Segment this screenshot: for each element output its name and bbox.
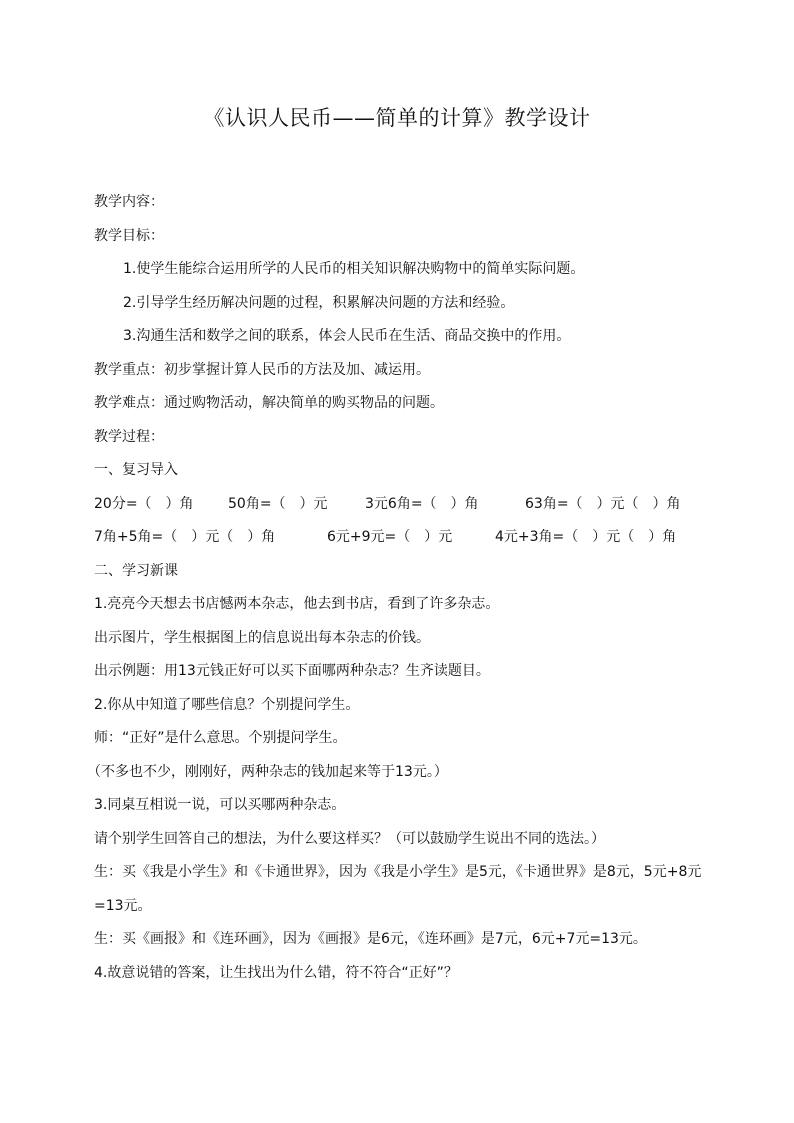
paragraph: 生：买《画报》和《连环画》，因为《画报》是6元，《连环画》是7元，6元+7元=13元。 — [94, 931, 647, 947]
goal-item-3: 3.沟通生活和数学之间的联系，体会人民币在生活、商品交换中的作用。 — [123, 328, 571, 344]
paragraph: 出示例题：用13元钱正好可以买下面哪两种杂志？生齐读题目。 — [94, 663, 490, 679]
section-heading-review: 一、复习导入 — [94, 462, 178, 478]
paragraph: 师：“正好”是什么意思。个别提问学生。 — [94, 730, 347, 746]
review-exercise-row-1 — [94, 488, 714, 522]
section-heading-new-lesson: 二、学习新课 — [94, 562, 178, 579]
paragraph: 出示图片，学生根据图上的信息说出每本杂志的价钱。 — [94, 629, 430, 646]
teaching-content-label: 教学内容： — [94, 194, 164, 210]
difficulty-line: 教学难点：通过购物活动，解决简单的购买物品的问题。 — [94, 395, 444, 411]
exercise-item: 7角+5角=（ ）元（ ）角 — [94, 529, 276, 545]
exercise-item: 4元+3角=（ ）元（ ）角 — [495, 529, 677, 545]
paragraph: 2.你从中知道了哪些信息？个别提问学生。 — [94, 696, 360, 713]
exercise-item: 6元+9元=（ ）元 — [327, 529, 453, 545]
paragraph: 4.故意说错的答案，让生找出为什么错，符不符合“正好”？ — [94, 964, 458, 981]
process-label: 教学过程： — [94, 428, 164, 445]
goal-item-1: 1.使学生能综合运用所学的人民币的相关知识解决购物中的简单实际问题。 — [123, 261, 585, 277]
review-exercise-row-2 — [94, 521, 714, 555]
teaching-goals-label: 教学目标： — [94, 227, 164, 244]
exercise-item: 3元6角=（ ）角 — [365, 495, 479, 512]
document-title: 《认识人民币——简单的计算》教学设计 — [203, 106, 591, 130]
paragraph: （不多也不少，刚刚好，两种杂志的钱加起来等于13元。） — [87, 763, 448, 780]
exercise-item: 50角=（ ）元 — [228, 495, 328, 512]
exercise-item: 20分=（ ）角 — [94, 495, 194, 512]
key-point-line: 教学重点：初步掌握计算人民币的方法及加、减运用。 — [94, 361, 430, 378]
paragraph: 3.同桌互相说一说，可以买哪两种杂志。 — [94, 797, 346, 813]
paragraph: 1.亮亮今天想去书店憾两本杂志，他去到书店，看到了许多杂志。 — [94, 596, 500, 612]
paragraph: 生：买《我是小学生》和《卡通世界》，因为《我是小学生》是5元，《卡通世界》是8元，5元+8元=13元。 — [94, 864, 702, 914]
goal-item-2: 2.引导学生经历解决问题的过程，积累解决问题的方法和经验。 — [123, 294, 515, 311]
paragraph: 请个别学生回答自己的想法，为什么要这样买？（可以鼓励学生说出不同的选法。） — [94, 830, 605, 847]
document-body — [87, 186, 714, 990]
exercise-item: 63角=（ ）元（ ）角 — [525, 495, 681, 512]
